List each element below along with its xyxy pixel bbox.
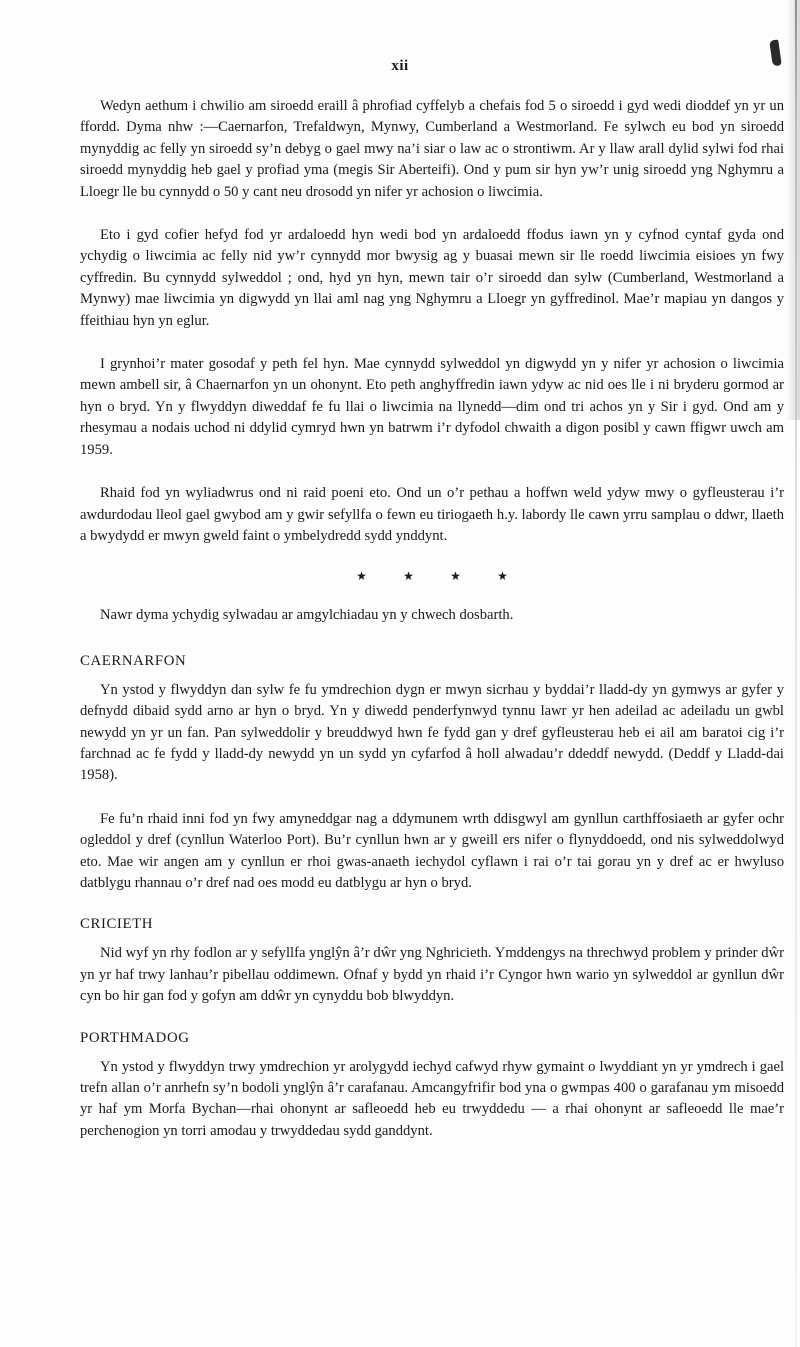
section-heading: PORTHMADOG [80,1029,190,1046]
section-caernarfon [80,653,784,895]
page-number: xii [391,58,409,74]
section-cricieth [80,916,784,1007]
section-heading: CAERNARFON [80,652,187,669]
section-heading: CRICIETH [80,916,154,933]
body-paragraph: Fe fu’n rhaid inni fod yn fwy amyneddgar nag a ddymunem wrth ddisgwyl am gynllun carthffosiaeth ar gyfer ochr ogleddol y dref (cynllun Waterloo Port). Bu’r cynllun hwn ar y gweill ers nifer o flynyddoedd, ond nis sylweddolwyd eto. Mae wir angen am y cynllun er rhoi gwas-anaeth iechydol cyflawn i rai o’r tai gorau yn y dref ac er hwyluso datblygu rhannau o’r dref nad oes modd eu datblygu ar hyn o bryd. [80,810,784,891]
body-paragraph: I grynhoi’r mater gosodaf y peth fel hyn. Mae cynnydd sylweddol yn digwydd yn y nifer yr achosion o liwcimia mewn ambell sir, â Chaernarfon yn un ohonynt. Eto peth anghyffredin iawn ydyw ac nid oes lle i ni bryderu gormod ar hyn o bryd. Yn y flwyddyn diweddaf fe fu llai o liwcimia na llynedd—dim ond tri achos yn y Sir i gyd. Ond am y rhesymau a nodais uchod ni ddylid cymryd hwn yn batrwm i’r dyfodol chwaith a digon posibl y cawn ffigwr uwch am 1959. [80,356,784,458]
body-paragraph: Nid wyf yn rhy fodlon ar y sefyllfa ynglŷn â’r dŵr yng Nghricieth. Ymddengys na threchwyd problem y prinder dŵr yn yr haf trwy lanhau’r pibellau oddimewn. Ofnaf y bydd yn rhaid i’r Cyngor hwn wario yn sylweddol ar gynllun dŵr cyn bo hir gan fod y gofyn am ddŵr yn cynyddu bob blwyddyn. [80,945,784,1005]
body-paragraph: Wedyn aethum i chwilio am siroedd eraill â phrofiad cyffelyb a chefais fod 5 o siroedd i gyd wedi dioddef yn yr un ffordd. Dyma nhw :—Caernarfon, Trefaldwyn, Mynwy, Cumberland a Westmorland. Fe sylwch eu bod yn siroedd mynyddig ac felly yn siroedd sy’n debyg o gael mwy na’i siar o law ac o strontiwm. Ar y llaw arall dylid sylwi fod rhai siroedd mynyddig heb gael y profiad yma (megis Sir Aberteifi). Ond y pum sir hyn yw’r unig siroedd yng Nghymru a Lloegr lle bu cynnydd o 50 y cant neu drosodd yn nifer yr achosion o liwcimia. [80,98,784,200]
section-porthmadog [80,1030,784,1143]
body-paragraph: Yn ystod y flwyddyn trwy ymdrechion yr arolygydd iechyd cafwyd rhyw gymaint o lwyddiant yn yr ymdrech i gael trefn allan o’r anrhefn sy’n bodoli ynglŷn â’r carafanau. Amcangyfrifir bod yna o gwmpas 400 o garafanau ym misoedd yr haf ym Morfa Bychan—rhai ohonynt ar safleoedd heb eu trwyddedu — a rhai ohonynt ar safleoedd lle mae’r perchenogion yn torri amodau y trwyddedau sydd ganddynt. [80,1058,784,1139]
star-icon: ★ [497,569,508,584]
section-divider [80,569,784,585]
body-paragraph: Yn ystod y flwyddyn dan sylw fe fu ymdrechion dygn er mwyn sicrhau y byddai’r lladd-dy yn gymwys ar gyfer y defnydd dibaid sydd arno ar hyn o bryd. Yn y diwedd penderfynwyd tynnu lawr yr hen adeilad ac adeiladu un gwbl newydd yn yr un fan. Pan sylweddolir y breuddwyd hwn fe fydd gan y dref gyfleusterau heb ei ail am baratoi cig i’r farchnad ac fe fydd y lladd-dy newydd yn un sydd yn cyfarfod â holl alwadau’r ddeddf newydd. (Deddf y Lladd-dai 1958). [80,681,784,784]
body-paragraph: Eto i gyd cofier hefyd fod yr ardaloedd hyn wedi bod yn ardaloedd ffodus iawn yn y cyfnod cyntaf gyda ond ychydig o liwcimia ac felly nid yw’r cynnydd mor bwysig ag y buasai mewn sir lle roedd liwcimia eisioes yn fwy cyffredin. Bu cynnydd sylweddol ; ond, hyd yn hyn, mewn tair o’r siroedd dan sylw (Cumberland, Westmorland a Mynwy) mae liwcimia yn digwydd yn llai aml nag yng Nghymru a Lloegr yn gyffredinol. Mae’r mapiau yn dangos y ffeithiau hyn yn eglur. [80,227,784,329]
body-paragraph: Rhaid fod yn wyliadwrus ond ni raid poeni eto. Ond un o’r pethau a hoffwn weld ydyw mwy o gyfleusterau i’r awdurdodau lleol gael gwybod am y gwir sefyllfa o fewn eu tiriogaeth h.y. labordy lle cawn yrru samplau o ddwr, llaeth a bwydydd er mwyn gweld faint o ymbelydredd sydd ynddynt. [80,485,784,544]
star-icon: ★ [356,569,367,584]
page-body [80,96,784,1164]
transition-paragraph: Nawr dyma ychydig sylwadau ar amgylchiadau yn y chwech dosbarth. [100,607,514,624]
star-icon: ★ [450,569,461,584]
star-icon: ★ [403,569,414,584]
